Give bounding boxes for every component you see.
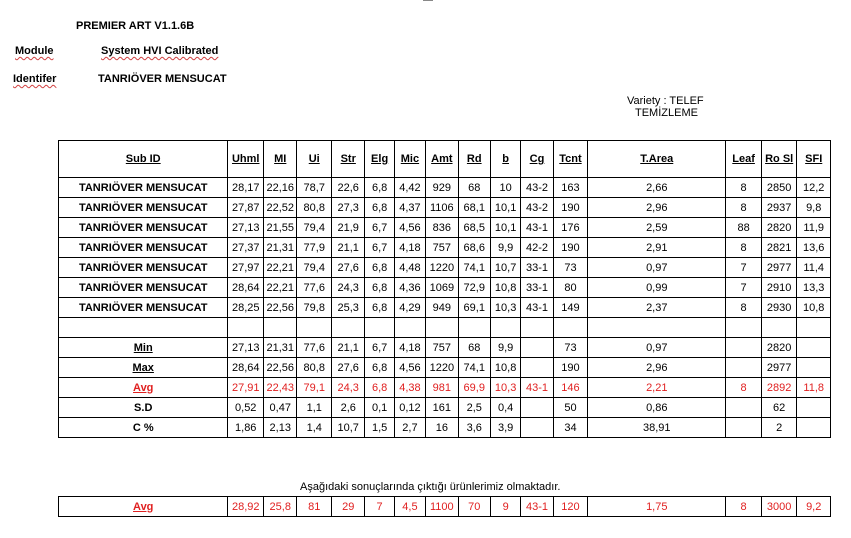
data-cell: 79,4 [297, 258, 332, 278]
stats-cell: 2820 [761, 338, 797, 358]
data-cell: 929 [426, 178, 458, 198]
stats-label: C % [59, 418, 228, 438]
table-row [59, 298, 831, 318]
stats-cell: 0,1 [365, 398, 394, 418]
data-cell: 949 [426, 298, 458, 318]
data-cell: 6,8 [365, 198, 394, 218]
data-cell: 24,3 [332, 278, 365, 298]
stats-row [59, 418, 831, 438]
stats-cell: 62 [761, 398, 797, 418]
stats-cell: 4,18 [394, 338, 425, 358]
stats-cell [521, 358, 553, 378]
empty-cell [332, 318, 365, 338]
stats-cell: 0,52 [228, 398, 264, 418]
data-cell: 6,8 [365, 178, 394, 198]
stats-cell: 6,7 [365, 338, 394, 358]
stats-row [59, 358, 831, 378]
variety-line2: TEMİZLEME [635, 107, 698, 119]
data-cell: 22,6 [332, 178, 365, 198]
stats-cell: 981 [426, 378, 458, 398]
stats-cell: 1,4 [297, 418, 332, 438]
data-cell: 6,8 [365, 258, 394, 278]
data-cell: 10,1 [490, 218, 520, 238]
column-header: SFI [797, 141, 831, 178]
column-header: Ro Sl [761, 141, 797, 178]
column-header: MI [264, 141, 297, 178]
reference-cell: 1100 [426, 497, 458, 517]
data-cell: 4,29 [394, 298, 425, 318]
stats-row [59, 398, 831, 418]
stats-cell: 27,13 [228, 338, 264, 358]
data-cell: 6,7 [365, 218, 394, 238]
table-row [59, 218, 831, 238]
reference-cell: 7 [365, 497, 394, 517]
stats-cell: 38,91 [588, 418, 726, 438]
stats-cell: 6,8 [365, 378, 394, 398]
row-label: TANRIÖVER MENSUCAT [59, 178, 228, 198]
reference-cell: 120 [553, 497, 588, 517]
data-cell: 11,4 [797, 258, 831, 278]
reference-cell: 25,8 [264, 497, 297, 517]
stats-cell: 8 [726, 378, 762, 398]
reference-cell: 81 [297, 497, 332, 517]
data-cell: 4,42 [394, 178, 425, 198]
empty-cell [490, 318, 520, 338]
row-label: TANRIÖVER MENSUCAT [59, 298, 228, 318]
data-cell: 0,97 [588, 258, 726, 278]
stats-cell: 1,1 [297, 398, 332, 418]
data-cell: 1069 [426, 278, 458, 298]
stats-label: Avg [59, 378, 228, 398]
stats-cell [726, 418, 762, 438]
stats-cell: 73 [553, 338, 588, 358]
data-cell: 22,52 [264, 198, 297, 218]
column-header: Leaf [726, 141, 762, 178]
data-cell: 43-1 [521, 298, 553, 318]
data-cell: 27,3 [332, 198, 365, 218]
data-cell: 22,21 [264, 258, 297, 278]
stats-cell: 2,6 [332, 398, 365, 418]
stats-cell: 16 [426, 418, 458, 438]
column-header: b [490, 141, 520, 178]
stats-cell: 21,1 [332, 338, 365, 358]
results-table [58, 140, 831, 438]
data-cell: 4,56 [394, 218, 425, 238]
data-cell: 6,7 [365, 238, 394, 258]
row-label: TANRIÖVER MENSUCAT [59, 278, 228, 298]
column-header: Cg [521, 141, 553, 178]
table-row [59, 178, 831, 198]
data-cell: 88 [726, 218, 762, 238]
stats-row [59, 338, 831, 358]
data-cell: 2850 [761, 178, 797, 198]
spacer-row [59, 318, 831, 338]
identifer-label: Identifer [13, 73, 57, 85]
stats-cell: 6,8 [365, 358, 394, 378]
data-cell: 68,5 [458, 218, 490, 238]
row-label: TANRIÖVER MENSUCAT [59, 218, 228, 238]
data-cell: 68 [458, 178, 490, 198]
data-cell: 73 [553, 258, 588, 278]
data-cell: 33-1 [521, 278, 553, 298]
data-cell: 2977 [761, 258, 797, 278]
empty-cell [59, 318, 228, 338]
empty-cell [761, 318, 797, 338]
data-cell: 9,9 [490, 238, 520, 258]
data-cell: 79,4 [297, 218, 332, 238]
data-cell: 69,1 [458, 298, 490, 318]
stats-cell: 1,86 [228, 418, 264, 438]
column-header: Amt [426, 141, 458, 178]
stats-cell [521, 398, 553, 418]
reference-table [58, 496, 831, 517]
empty-cell [521, 318, 553, 338]
data-cell: 2820 [761, 218, 797, 238]
stats-cell: 146 [553, 378, 588, 398]
stats-cell: 27,91 [228, 378, 264, 398]
stats-row [59, 378, 831, 398]
data-cell: 2821 [761, 238, 797, 258]
empty-cell [553, 318, 588, 338]
stats-cell: 24,3 [332, 378, 365, 398]
data-cell: 28,17 [228, 178, 264, 198]
reference-cell: 3000 [761, 497, 797, 517]
data-cell: 8 [726, 178, 762, 198]
stats-cell: 74,1 [458, 358, 490, 378]
reference-cell: 43-1 [521, 497, 553, 517]
empty-cell [726, 318, 762, 338]
reference-cell: 9 [490, 497, 520, 517]
data-cell: 21,1 [332, 238, 365, 258]
stats-cell: 190 [553, 358, 588, 378]
reference-avg-label: Avg [59, 497, 228, 517]
stats-cell [521, 338, 553, 358]
column-header: Tcnt [553, 141, 588, 178]
empty-cell [458, 318, 490, 338]
stats-cell: 3,9 [490, 418, 520, 438]
reference-cell: 29 [332, 497, 365, 517]
data-cell: 28,64 [228, 278, 264, 298]
data-cell: 10,7 [490, 258, 520, 278]
stats-cell: 2,5 [458, 398, 490, 418]
stats-cell: 161 [426, 398, 458, 418]
stats-cell: 10,7 [332, 418, 365, 438]
data-cell: 22,21 [264, 278, 297, 298]
stats-cell: 77,6 [297, 338, 332, 358]
stats-cell: 2 [761, 418, 797, 438]
stats-cell: 68 [458, 338, 490, 358]
stats-cell: 79,1 [297, 378, 332, 398]
stats-cell: 0,47 [264, 398, 297, 418]
stats-cell: 22,56 [264, 358, 297, 378]
stats-cell [726, 358, 762, 378]
data-cell: 21,9 [332, 218, 365, 238]
footer-note-text: Aşağıdaki sonuçlarında çıktığı ürünlerimiz olmaktadır. [300, 481, 561, 493]
top-marker [423, 0, 433, 1]
data-cell: 2,66 [588, 178, 726, 198]
module-value: System HVI Calibrated [101, 45, 219, 57]
table-header-row [59, 141, 831, 178]
data-cell: 27,97 [228, 258, 264, 278]
stats-label: Min [59, 338, 228, 358]
data-cell: 10,8 [797, 298, 831, 318]
data-cell: 4,18 [394, 238, 425, 258]
data-cell: 22,56 [264, 298, 297, 318]
stats-cell: 2,7 [394, 418, 425, 438]
stats-cell [726, 338, 762, 358]
stats-cell: 0,12 [394, 398, 425, 418]
data-cell: 757 [426, 238, 458, 258]
data-cell: 42-2 [521, 238, 553, 258]
table-row [59, 258, 831, 278]
stats-cell: 2977 [761, 358, 797, 378]
stats-cell: 0,4 [490, 398, 520, 418]
data-cell: 27,87 [228, 198, 264, 218]
stats-cell: 27,6 [332, 358, 365, 378]
stats-cell: 50 [553, 398, 588, 418]
data-cell: 78,7 [297, 178, 332, 198]
reference-cell: 28,92 [228, 497, 264, 517]
module-label: Module [15, 45, 54, 57]
data-cell: 27,6 [332, 258, 365, 278]
data-cell: 8 [726, 198, 762, 218]
data-cell: 176 [553, 218, 588, 238]
stats-cell: 2,96 [588, 358, 726, 378]
stats-cell: 10,8 [490, 358, 520, 378]
data-cell: 4,37 [394, 198, 425, 218]
empty-cell [426, 318, 458, 338]
empty-cell [264, 318, 297, 338]
column-header: Uhml [228, 141, 264, 178]
stats-cell: 2,13 [264, 418, 297, 438]
stats-cell: 28,64 [228, 358, 264, 378]
data-cell: 2937 [761, 198, 797, 218]
empty-cell [797, 318, 831, 338]
stats-cell [726, 398, 762, 418]
data-cell: 21,55 [264, 218, 297, 238]
data-cell: 80 [553, 278, 588, 298]
stats-label: S.D [59, 398, 228, 418]
data-cell: 25,3 [332, 298, 365, 318]
data-cell: 836 [426, 218, 458, 238]
data-cell: 1220 [426, 258, 458, 278]
variety-line1: Variety : TELEF [627, 95, 704, 107]
data-cell: 190 [553, 238, 588, 258]
stats-cell [797, 358, 831, 378]
data-cell: 11,9 [797, 218, 831, 238]
data-cell: 190 [553, 198, 588, 218]
data-cell: 21,31 [264, 238, 297, 258]
data-cell: 27,37 [228, 238, 264, 258]
stats-cell: 1,5 [365, 418, 394, 438]
data-cell: 6,8 [365, 278, 394, 298]
column-header: Elg [365, 141, 394, 178]
data-cell: 4,48 [394, 258, 425, 278]
data-cell: 149 [553, 298, 588, 318]
reference-avg-row [59, 497, 831, 517]
column-header: Sub ID [59, 141, 228, 178]
row-label: TANRIÖVER MENSUCAT [59, 198, 228, 218]
data-cell: 9,8 [797, 198, 831, 218]
data-cell: 10,1 [490, 198, 520, 218]
stats-cell: 0,97 [588, 338, 726, 358]
footer-note [300, 481, 560, 493]
stats-cell: 1220 [426, 358, 458, 378]
data-cell: 2,91 [588, 238, 726, 258]
data-cell: 2910 [761, 278, 797, 298]
data-cell: 13,3 [797, 278, 831, 298]
data-cell: 27,13 [228, 218, 264, 238]
data-cell: 2930 [761, 298, 797, 318]
data-cell: 12,2 [797, 178, 831, 198]
column-header: Str [332, 141, 365, 178]
data-cell: 80,8 [297, 198, 332, 218]
data-cell: 8 [726, 298, 762, 318]
data-cell: 22,16 [264, 178, 297, 198]
data-cell: 77,6 [297, 278, 332, 298]
stats-cell: 80,8 [297, 358, 332, 378]
column-header: T.Area [588, 141, 726, 178]
data-cell: 10,8 [490, 278, 520, 298]
stats-cell [797, 418, 831, 438]
table-row [59, 238, 831, 258]
data-cell: 33-1 [521, 258, 553, 278]
data-cell: 43-1 [521, 218, 553, 238]
reference-cell: 9,2 [797, 497, 831, 517]
data-cell: 43-2 [521, 198, 553, 218]
empty-cell [588, 318, 726, 338]
empty-cell [365, 318, 394, 338]
data-cell: 68,6 [458, 238, 490, 258]
data-cell: 6,8 [365, 298, 394, 318]
empty-cell [228, 318, 264, 338]
stats-cell [797, 398, 831, 418]
empty-cell [297, 318, 332, 338]
data-cell: 2,37 [588, 298, 726, 318]
empty-cell [394, 318, 425, 338]
data-cell: 43-2 [521, 178, 553, 198]
data-cell: 7 [726, 278, 762, 298]
reference-cell: 8 [726, 497, 762, 517]
stats-cell: 0,86 [588, 398, 726, 418]
data-cell: 2,96 [588, 198, 726, 218]
column-header: Rd [458, 141, 490, 178]
app-title: PREMIER ART V1.1.6B [76, 20, 195, 32]
stats-cell: 2,21 [588, 378, 726, 398]
data-cell: 10 [490, 178, 520, 198]
data-cell: 72,9 [458, 278, 490, 298]
data-cell: 68,1 [458, 198, 490, 218]
row-label: TANRIÖVER MENSUCAT [59, 238, 228, 258]
data-cell: 77,9 [297, 238, 332, 258]
reference-cell: 70 [458, 497, 490, 517]
data-cell: 13,6 [797, 238, 831, 258]
stats-cell: 10,3 [490, 378, 520, 398]
data-cell: 7 [726, 258, 762, 278]
reference-cell: 1,75 [588, 497, 726, 517]
stats-label: Max [59, 358, 228, 378]
data-cell: 163 [553, 178, 588, 198]
reference-cell: 4,5 [394, 497, 425, 517]
column-header: Ui [297, 141, 332, 178]
data-cell: 74,1 [458, 258, 490, 278]
stats-cell: 34 [553, 418, 588, 438]
data-cell: 28,25 [228, 298, 264, 318]
stats-cell: 4,38 [394, 378, 425, 398]
data-cell: 4,36 [394, 278, 425, 298]
stats-cell: 3,6 [458, 418, 490, 438]
table-row [59, 278, 831, 298]
column-header: Mic [394, 141, 425, 178]
row-label: TANRIÖVER MENSUCAT [59, 258, 228, 278]
stats-cell [521, 418, 553, 438]
data-cell: 1106 [426, 198, 458, 218]
data-cell: 79,8 [297, 298, 332, 318]
stats-cell [797, 338, 831, 358]
stats-cell: 4,56 [394, 358, 425, 378]
stats-cell: 21,31 [264, 338, 297, 358]
stats-cell: 69,9 [458, 378, 490, 398]
stats-cell: 22,43 [264, 378, 297, 398]
stats-cell: 43-1 [521, 378, 553, 398]
data-cell: 0,99 [588, 278, 726, 298]
stats-cell: 11,8 [797, 378, 831, 398]
stats-cell: 9,9 [490, 338, 520, 358]
stats-cell: 757 [426, 338, 458, 358]
stats-cell: 2892 [761, 378, 797, 398]
identifer-value: TANRIÖVER MENSUCAT [98, 73, 227, 85]
table-row [59, 198, 831, 218]
data-cell: 2,59 [588, 218, 726, 238]
data-cell: 8 [726, 238, 762, 258]
data-cell: 10,3 [490, 298, 520, 318]
